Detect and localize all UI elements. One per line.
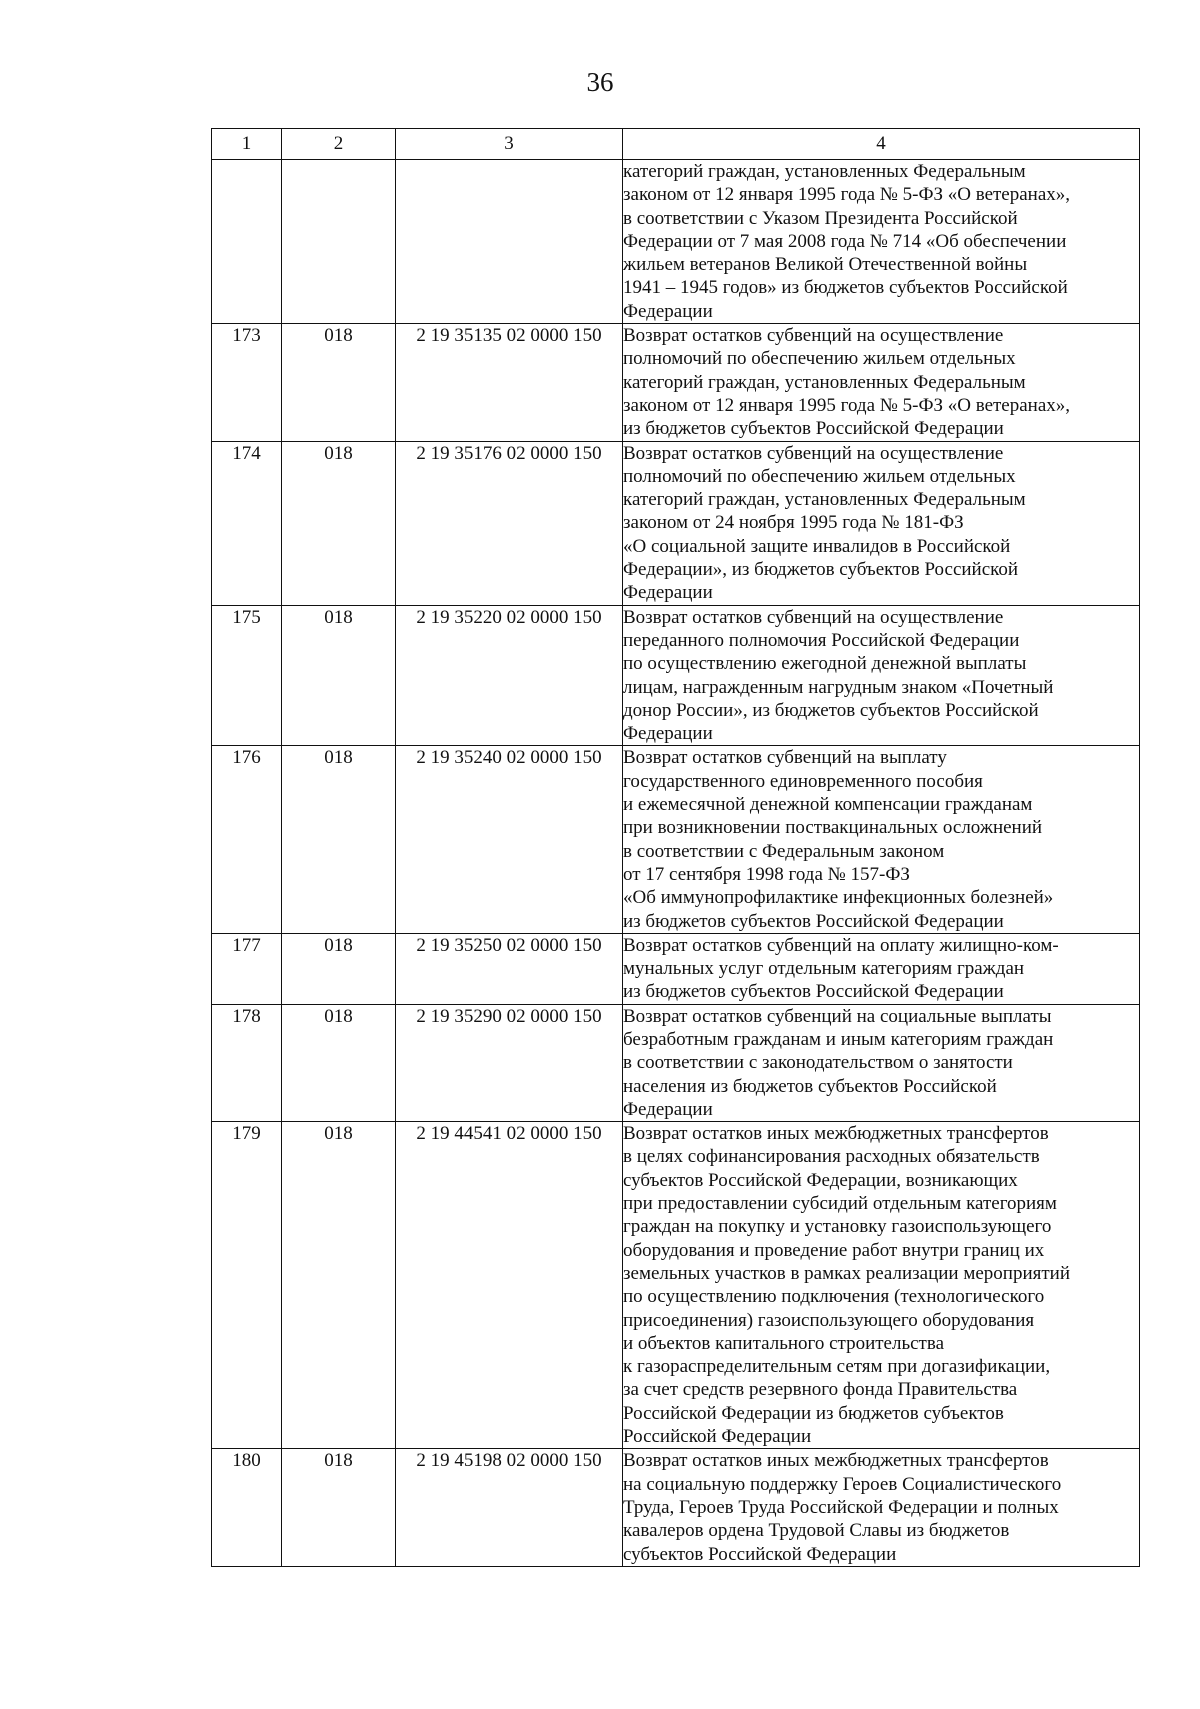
description-line: «Об иммунопрофилактике инфекционных болезней» xyxy=(623,887,1054,909)
description-line: категорий граждан, установленных Федеральным xyxy=(623,489,1026,511)
description-line: в соответствии с Федеральным законом xyxy=(623,840,945,862)
table-row xyxy=(212,441,1140,605)
description-line: Возврат остатков субвенций на осуществление xyxy=(623,606,1004,628)
classification-code-cell: 2 19 35135 02 0000 150 xyxy=(396,324,623,441)
classification-code-cell: 2 19 35176 02 0000 150 xyxy=(396,441,623,605)
description-line: земельных участков в рамках реализации мероприятий xyxy=(623,1262,1071,1284)
description-line: Возврат остатков субвенций на выплату xyxy=(623,747,947,769)
admin-code-cell: 018 xyxy=(282,933,396,1004)
description-line: субъектов Российской Федерации xyxy=(623,1543,897,1565)
row-number-cell: 177 xyxy=(212,933,282,1004)
description-line: государственного единовременного пособия xyxy=(623,770,983,792)
classification-code-cell: 2 19 35250 02 0000 150 xyxy=(396,933,623,1004)
admin-code-cell: 018 xyxy=(282,1004,396,1121)
admin-code-cell: 018 xyxy=(282,324,396,441)
description-line: переданного полномочия Российской Федерации xyxy=(623,629,1020,651)
description-cell xyxy=(623,441,1140,605)
row-number-cell xyxy=(212,160,282,324)
table-row xyxy=(212,1122,1140,1449)
table-row xyxy=(212,1449,1140,1566)
classification-code-cell xyxy=(396,160,623,324)
description-line: кавалеров ордена Трудовой Славы из бюджетов xyxy=(623,1520,1010,1542)
description-line: 1941 – 1945 годов» из бюджетов субъектов Российской xyxy=(623,277,1068,299)
description-cell xyxy=(623,1004,1140,1121)
description-line: законом от 24 ноября 1995 года № 181-ФЗ xyxy=(623,512,964,534)
table-row xyxy=(212,1004,1140,1121)
row-number-cell: 180 xyxy=(212,1449,282,1566)
description-line: при возникновении поствакцинальных осложнений xyxy=(623,817,1043,839)
description-line: в соответствии с Указом Президента Российской xyxy=(623,207,1018,229)
description-line: безработным гражданам и иным категориям граждан xyxy=(623,1028,1054,1050)
description-line: Федерации xyxy=(623,723,713,745)
admin-code-cell: 018 xyxy=(282,746,396,933)
description-line: и объектов капитального строительства xyxy=(623,1332,945,1354)
admin-code-cell: 018 xyxy=(282,605,396,746)
description-line: из бюджетов субъектов Российской Федерации xyxy=(623,418,1004,440)
description-line: законом от 12 января 1995 года № 5-ФЗ «О ветеранах», xyxy=(623,184,1071,206)
description-line: Российской Федерации xyxy=(623,1426,812,1448)
description-line: категорий граждан, установленных Федеральным xyxy=(623,161,1026,182)
description-line: по осуществлению подключения (технологического xyxy=(623,1286,1045,1308)
description-line: к газораспределительным сетям при догазификации, xyxy=(623,1356,1051,1378)
description-cell xyxy=(623,160,1140,324)
description-line: при предоставлении субсидий отдельным категориям xyxy=(623,1193,1057,1215)
description-line: полномочий по обеспечению жильем отдельных xyxy=(623,465,1016,487)
table-row xyxy=(212,160,1140,324)
description-line: за счет средств резервного фонда Правительства xyxy=(623,1379,1018,1401)
description-line: Российской Федерации из бюджетов субъектов xyxy=(623,1402,1004,1424)
description-cell xyxy=(623,933,1140,1004)
description-line: категорий граждан, установленных Федеральным xyxy=(623,371,1026,393)
description-line: лицам, награжденным нагрудным знаком «Почетный xyxy=(623,676,1054,698)
description-line: из бюджетов субъектов Российской Федерации xyxy=(623,910,1004,932)
row-number-cell: 179 xyxy=(212,1122,282,1449)
admin-code-cell xyxy=(282,160,396,324)
classification-table xyxy=(211,128,1140,1567)
description-line: от 17 сентября 1998 года № 157-ФЗ xyxy=(623,863,910,885)
header-col-2: 2 xyxy=(282,129,396,160)
description-line: Федерации», из бюджетов субъектов Российской xyxy=(623,559,1019,581)
admin-code-cell: 018 xyxy=(282,1449,396,1566)
description-line: Возврат остатков субвенций на осуществление xyxy=(623,442,1004,464)
description-line: Труда, Героев Труда Российской Федерации и полных xyxy=(623,1496,1059,1518)
description-line: законом от 12 января 1995 года № 5-ФЗ «О ветеранах», xyxy=(623,394,1071,416)
description-line: донор России», из бюджетов субъектов Российской xyxy=(623,699,1039,721)
classification-code-cell: 2 19 44541 02 0000 150 xyxy=(396,1122,623,1449)
row-number-cell: 175 xyxy=(212,605,282,746)
description-line: на социальную поддержку Героев Социалистического xyxy=(623,1473,1062,1495)
admin-code-cell: 018 xyxy=(282,1122,396,1449)
description-line: по осуществлению ежегодной денежной выплаты xyxy=(623,653,1027,675)
header-col-3: 3 xyxy=(396,129,623,160)
description-line: «О социальной защите инвалидов в Российской xyxy=(623,535,1011,557)
description-line: Федерации xyxy=(623,1098,713,1120)
description-line: в целях софинансирования расходных обязательств xyxy=(623,1146,1040,1168)
header-col-4: 4 xyxy=(623,129,1140,160)
admin-code-cell: 018 xyxy=(282,441,396,605)
description-line: Возврат остатков иных межбюджетных трансфертов xyxy=(623,1123,1049,1145)
description-line: из бюджетов субъектов Российской Федерации xyxy=(623,981,1004,1003)
description-line: Возврат остатков субвенций на социальные выплаты xyxy=(623,1005,1052,1027)
classification-code-cell: 2 19 35290 02 0000 150 xyxy=(396,1004,623,1121)
description-line: Возврат остатков субвенций на оплату жилищно-ком- xyxy=(623,934,1059,956)
description-line: субъектов Российской Федерации, возникающих xyxy=(623,1169,1018,1191)
description-line: полномочий по обеспечению жильем отдельных xyxy=(623,348,1016,370)
row-number-cell: 176 xyxy=(212,746,282,933)
classification-code-cell: 2 19 35220 02 0000 150 xyxy=(396,605,623,746)
description-line: Федерации xyxy=(623,300,713,322)
row-number-cell: 174 xyxy=(212,441,282,605)
description-line: оборудования и проведение работ внутри границ их xyxy=(623,1239,1045,1261)
description-line: Федерации от 7 мая 2008 года № 714 «Об обеспечении xyxy=(623,230,1067,252)
header-row xyxy=(212,129,1140,160)
description-line: в соответствии с законодательством о занятости xyxy=(623,1052,1013,1074)
table-row xyxy=(212,605,1140,746)
description-line: Возврат остатков субвенций на осуществление xyxy=(623,325,1004,347)
description-cell xyxy=(623,605,1140,746)
classification-code-cell: 2 19 35240 02 0000 150 xyxy=(396,746,623,933)
table-row xyxy=(212,324,1140,441)
description-cell xyxy=(623,324,1140,441)
table-header xyxy=(212,129,1140,160)
description-line: жильем ветеранов Великой Отечественной войны xyxy=(623,254,1028,276)
row-number-cell: 173 xyxy=(212,324,282,441)
row-number-cell: 178 xyxy=(212,1004,282,1121)
description-line: присоединения) газоиспользующего оборудования xyxy=(623,1309,1035,1331)
description-cell xyxy=(623,746,1140,933)
table-row xyxy=(212,746,1140,933)
description-cell xyxy=(623,1449,1140,1566)
description-line: граждан на покупку и установку газоиспользующего xyxy=(623,1216,1052,1238)
description-cell xyxy=(623,1122,1140,1449)
description-line: Федерации xyxy=(623,582,713,604)
description-line: населения из бюджетов субъектов Российской xyxy=(623,1075,997,1097)
page-number: 36 xyxy=(586,67,614,97)
description-line: Возврат остатков иных межбюджетных трансфертов xyxy=(623,1450,1049,1472)
description-line: и ежемесячной денежной компенсации гражданам xyxy=(623,794,1033,816)
header-col-1: 1 xyxy=(212,129,282,160)
table-body xyxy=(212,160,1140,1567)
classification-code-cell: 2 19 45198 02 0000 150 xyxy=(396,1449,623,1566)
table-row xyxy=(212,933,1140,1004)
description-line: мунальных услуг отдельным категориям граждан xyxy=(623,958,1025,980)
